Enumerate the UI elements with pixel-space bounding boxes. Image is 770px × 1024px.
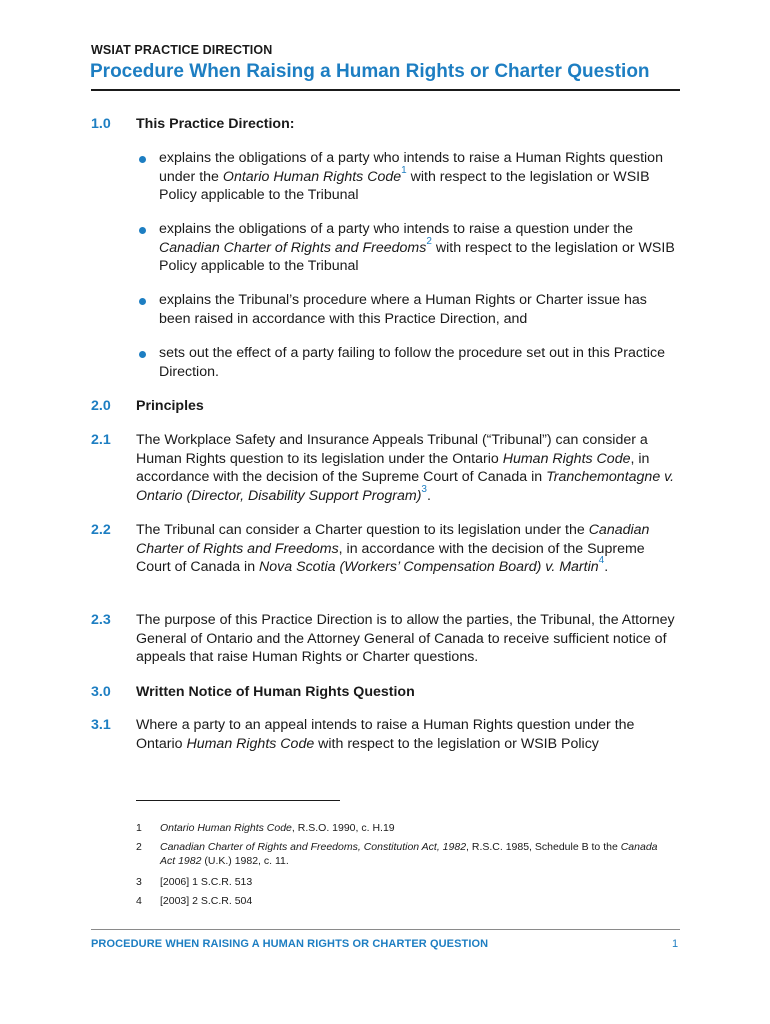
footnote-number: 4 (136, 895, 142, 907)
section-paragraph: The purpose of this Practice Direction is to allow the parties, the Tribunal, the Attorney General of Ontario and the Attorney General of Canada to receive sufficient notice of appeals that raise Human Rights or Charter questions. (136, 612, 675, 665)
footer-title: PROCEDURE WHEN RAISING A HUMAN RIGHTS OR CHARTER QUESTION (91, 938, 489, 950)
title-divider (91, 89, 680, 91)
section-number: 2.2 (91, 522, 111, 538)
bullet-text: explains the Tribunal’s procedure where a Human Rights or Charter issue has been raised in accordance with this Practice Direction, and (159, 292, 647, 327)
footnote-text: [2006] 1 S.C.R. 513 (160, 876, 253, 888)
bullet-dot (139, 351, 146, 358)
footnote-ref[interactable]: 2 (426, 235, 432, 247)
footnote-number: 3 (136, 876, 142, 888)
section-paragraph: The Workplace Safety and Insurance Appeals Tribunal (“Tribunal”) can consider a Human Rights question to its legislation under the Ontario Human Rights Code, in accordance with the decision of the Supreme Court of Canada in Tranchemontagne v. Ontario (Director, Disability Support Program)$^3$. (136, 432, 675, 504)
footnote-text: [2003] 2 S.C.R. 504 (160, 895, 253, 907)
footnote-ref[interactable]: 4 (598, 555, 605, 567)
section-heading: Principles (136, 398, 204, 414)
footnote-divider (136, 800, 340, 801)
bullet-text: sets out the effect of a party failing to follow the procedure set out in this Practice Direction. (159, 345, 666, 380)
section-number: 2.3 (91, 612, 111, 628)
section-number: 3.1 (91, 717, 111, 733)
footer-divider (91, 929, 680, 930)
section-paragraph: The Tribunal can consider a Charter question to its legislation under the Canadian Charter of Rights and Freedoms, in accordance with the decision of the Supreme Court of Canada in Nova Scotia (Workers’ Compensation Board) v. Martin$^4$. (136, 522, 650, 575)
bullet-dot (139, 156, 146, 163)
section-number: 3.0 (91, 684, 111, 700)
section-number: 2.1 (91, 432, 111, 448)
section-number: 1.0 (91, 116, 111, 132)
page-number: 1 (672, 938, 679, 950)
document-kicker: WSIAT PRACTICE DIRECTION (91, 43, 273, 57)
section-number: 2.0 (91, 398, 111, 414)
footnote-ref[interactable]: 1 (401, 164, 407, 176)
footnote-number: 1 (136, 822, 142, 834)
document-title: Procedure When Raising a Human Rights or Charter Question (90, 61, 650, 82)
footnote-number: 2 (136, 841, 142, 853)
bullet-text: explains the obligations of a party who intends to raise a question under the Canadian Charter of Rights and Freedoms$^2$ with respect to the legislation or WSIB Policy applicable to the Tribunal (159, 221, 675, 274)
footnote-text: Ontario Human Rights Code, R.S.O. 1990, c. H.19 (160, 822, 395, 834)
bullet-text: explains the obligations of a party who intends to raise a Human Rights question under the Ontario Human Rights Code$^1$ with respect to the legislation or WSIB Policy applicable to the Tribunal (159, 150, 663, 203)
footnote-text: Canadian Charter of Rights and Freedoms, Constitution Act, 1982, R.S.C. 1985, Schedule B to the Canada Act 1982 (U.K.) 1982, c. 11. (160, 841, 658, 867)
footnote-ref[interactable]: 3 (421, 483, 427, 495)
section-heading: This Practice Direction: (136, 116, 295, 132)
bullet-dot (139, 227, 146, 234)
section-paragraph: Where a party to an appeal intends to raise a Human Rights question under the Ontario Human Rights Code with respect to the legislation or WSIB Policy (136, 717, 635, 752)
bullet-dot (139, 298, 146, 305)
section-heading: Written Notice of Human Rights Question (136, 684, 415, 700)
